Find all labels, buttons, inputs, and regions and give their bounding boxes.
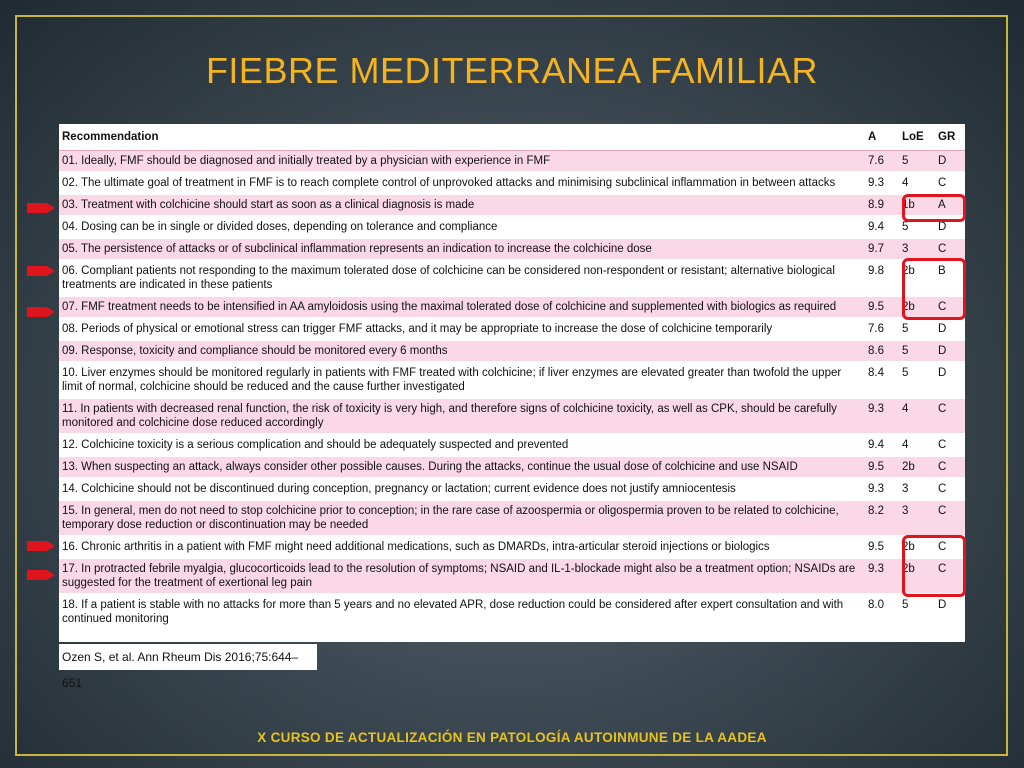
rec-grade: C	[935, 296, 965, 318]
rec-loe: 2b	[899, 536, 935, 558]
table-row	[59, 456, 965, 478]
rec-agreement: 9.7	[865, 238, 899, 260]
rec-agreement: 8.2	[865, 500, 899, 536]
rec-text: 10. Liver enzymes should be monitored regularly in patients with FMF treated with colchicine; if liver enzymes are elevated greater than twofold the upper limit of normal, colchicine should be reduced and the cause further investigated	[59, 362, 865, 398]
rec-text: 01. Ideally, FMF should be diagnosed and initially treated by a physician with experience in FMF	[59, 151, 865, 173]
table-row	[59, 238, 965, 260]
table-row	[59, 260, 965, 296]
table-row	[59, 318, 965, 340]
rec-loe: 5	[899, 151, 935, 173]
rec-loe: 4	[899, 398, 935, 434]
rec-grade: C	[935, 456, 965, 478]
rec-grade: D	[935, 216, 965, 238]
rec-text: 08. Periods of physical or emotional stress can trigger FMF attacks, and it may be appropriate to increase the dose of colchicine temporarily	[59, 318, 865, 340]
rec-grade: A	[935, 194, 965, 216]
table-row	[59, 172, 965, 194]
rec-agreement: 8.6	[865, 340, 899, 362]
table-row	[59, 151, 965, 173]
rec-agreement: 9.5	[865, 536, 899, 558]
rec-loe: 5	[899, 594, 935, 630]
rec-loe: 2b	[899, 456, 935, 478]
rec-text: 12. Colchicine toxicity is a serious complication and should be adequately suspected and prevented	[59, 434, 865, 456]
rec-agreement: 8.4	[865, 362, 899, 398]
rec-agreement: 9.3	[865, 172, 899, 194]
arrow-icon	[27, 202, 55, 214]
rec-text: 16. Chronic arthritis in a patient with FMF might need additional medications, such as DMARDs, intra-articular steroid injections or biologics	[59, 536, 865, 558]
rec-agreement: 9.5	[865, 456, 899, 478]
citation: Ozen S, et al. Ann Rheum Dis 2016;75:644–651	[59, 644, 317, 670]
rec-grade: D	[935, 151, 965, 173]
rec-agreement: 9.8	[865, 260, 899, 296]
rec-text: 07. FMF treatment needs to be intensified in AA amyloidosis using the maximal tolerated dose of colchicine and supplemented with biologics as required	[59, 296, 865, 318]
rec-text: 06. Compliant patients not responding to the maximum tolerated dose of colchicine can be considered non-respondent or resistant; alternative biological treatments are indicated in these patients	[59, 260, 865, 296]
rec-agreement: 8.9	[865, 194, 899, 216]
rec-loe: 3	[899, 478, 935, 500]
header-level-of-evidence: LoE	[899, 124, 935, 151]
rec-text: 17. In protracted febrile myalgia, glucocorticoids lead to the resolution of symptoms; NSAID and IL-1-blockade might also be a treatment option; NSAIDs are suggested for the treatment of exertional leg pain	[59, 558, 865, 594]
table-row	[59, 362, 965, 398]
rec-grade: C	[935, 398, 965, 434]
rec-text: 13. When suspecting an attack, always consider other possible causes. During the attacks, continue the usual dose of colchicine and use NSAID	[59, 456, 865, 478]
table-row	[59, 500, 965, 536]
rec-text: 09. Response, toxicity and compliance should be monitored every 6 months	[59, 340, 865, 362]
rec-loe: 5	[899, 340, 935, 362]
rec-agreement: 9.3	[865, 558, 899, 594]
table-row	[59, 536, 965, 558]
rec-grade: C	[935, 172, 965, 194]
rec-loe: 4	[899, 434, 935, 456]
table-row	[59, 296, 965, 318]
rec-text: 11. In patients with decreased renal function, the risk of toxicity is very high, and therefore signs of colchicine toxicity, as well as CPK, should be carefully monitored and colchicine dose reduced accordingly	[59, 398, 865, 434]
arrow-icon	[27, 540, 55, 552]
rec-agreement: 9.3	[865, 478, 899, 500]
recommendations-table	[59, 124, 965, 642]
rec-text: 02. The ultimate goal of treatment in FMF is to reach complete control of unprovoked attacks and minimising subclinical inflammation in between attacks	[59, 172, 865, 194]
rec-loe: 5	[899, 216, 935, 238]
rec-grade: C	[935, 536, 965, 558]
rec-grade: D	[935, 362, 965, 398]
table-row	[59, 340, 965, 362]
slide-title: FIEBRE MEDITERRANEA FAMILIAR	[205, 50, 819, 91]
rec-grade: C	[935, 434, 965, 456]
rec-agreement: 9.3	[865, 398, 899, 434]
header-recommendation: Recommendation	[59, 124, 865, 151]
header-grade: GR	[935, 124, 965, 151]
table-row	[59, 478, 965, 500]
rec-loe: 3	[899, 238, 935, 260]
slide-footer: X CURSO DE ACTUALIZACIÓN EN PATOLOGÍA AUTOINMUNE DE LA AADEA	[257, 730, 767, 745]
rec-text: 18. If a patient is stable with no attacks for more than 5 years and no elevated APR, dose reduction could be considered after expert consultation and with continued monitoring	[59, 594, 865, 630]
rec-text: 04. Dosing can be in single or divided doses, depending on tolerance and compliance	[59, 216, 865, 238]
rec-grade: C	[935, 238, 965, 260]
highlight-box-rows-06-07	[902, 258, 966, 320]
rec-agreement: 8.0	[865, 594, 899, 630]
rec-agreement: 7.6	[865, 318, 899, 340]
header-agreement: A	[865, 124, 899, 151]
rec-text: 05. The persistence of attacks or of subclinical inflammation represents an indication to increase the colchicine dose	[59, 238, 865, 260]
table-header-row	[59, 124, 965, 151]
rec-loe: 2b	[899, 558, 935, 594]
table-row	[59, 594, 965, 630]
recommendations-grid	[59, 124, 965, 631]
rec-grade: D	[935, 318, 965, 340]
rec-text: 15. In general, men do not need to stop colchicine prior to conception; in the rare case of azoospermia or oligospermia proven to be related to colchicine, temporary dose reduction or discontinuation may be needed	[59, 500, 865, 536]
arrow-icon	[27, 569, 55, 581]
arrow-icon	[27, 306, 55, 318]
arrow-icon	[27, 265, 55, 277]
rec-agreement: 9.4	[865, 434, 899, 456]
rec-grade: C	[935, 558, 965, 594]
rec-grade: B	[935, 260, 965, 296]
rec-text: 14. Colchicine should not be discontinued during conception, pregnancy or lactation; current evidence does not justify amniocentesis	[59, 478, 865, 500]
rec-grade: D	[935, 340, 965, 362]
rec-loe: 3	[899, 500, 935, 536]
rec-grade: C	[935, 500, 965, 536]
rec-loe: 2b	[899, 296, 935, 318]
rec-text: 03. Treatment with colchicine should start as soon as a clinical diagnosis is made	[59, 194, 865, 216]
rec-grade: C	[935, 478, 965, 500]
rec-loe: 1b	[899, 194, 935, 216]
rec-loe: 5	[899, 318, 935, 340]
highlight-box-rows-16-17	[902, 535, 966, 597]
rec-agreement: 9.4	[865, 216, 899, 238]
rec-loe: 4	[899, 172, 935, 194]
table-row	[59, 194, 965, 216]
table-row	[59, 434, 965, 456]
rec-agreement: 7.6	[865, 151, 899, 173]
rec-agreement: 9.5	[865, 296, 899, 318]
rec-loe: 2b	[899, 260, 935, 296]
table-row	[59, 216, 965, 238]
rec-grade: D	[935, 594, 965, 630]
table-row	[59, 398, 965, 434]
highlight-box-row-03	[902, 194, 966, 222]
table-row	[59, 558, 965, 594]
rec-loe: 5	[899, 362, 935, 398]
